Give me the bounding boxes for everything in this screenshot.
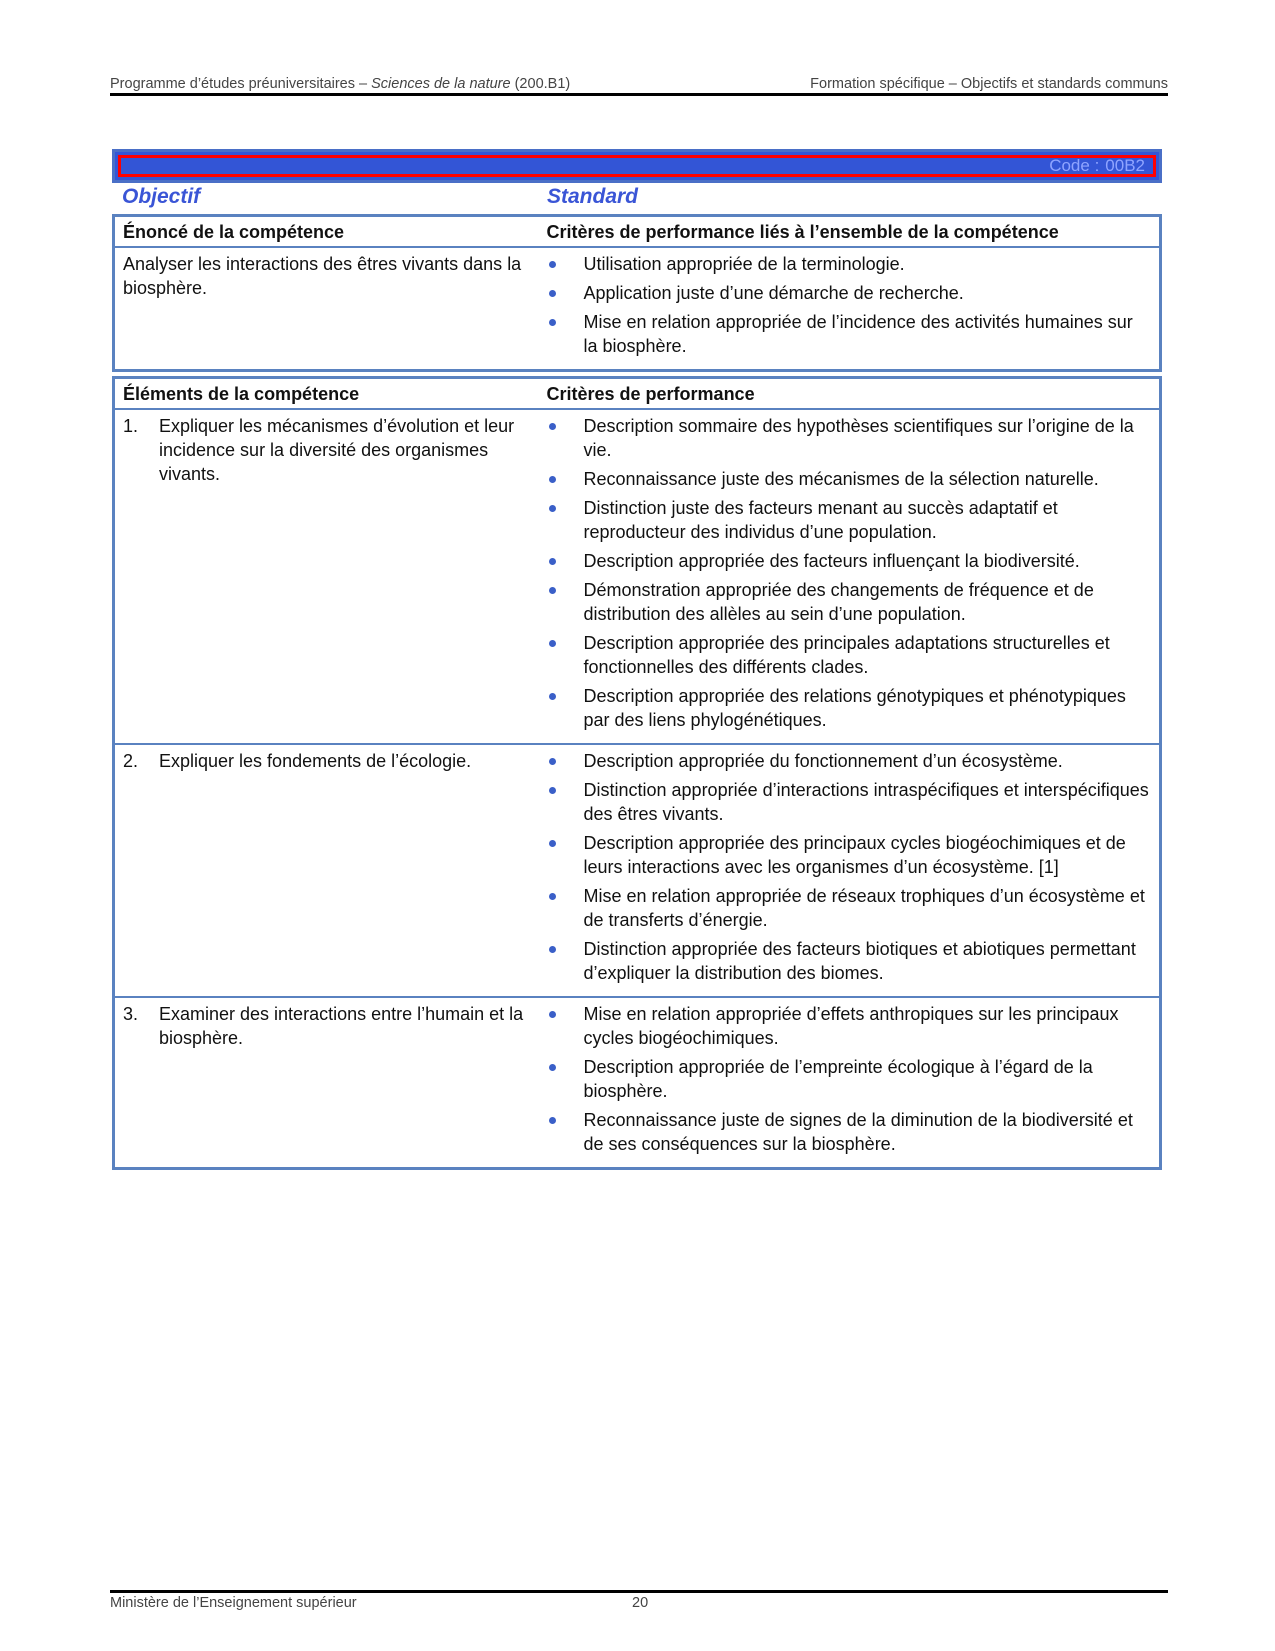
list-item: Utilisation appropriée de la terminologie. xyxy=(547,252,1152,276)
bullet-icon xyxy=(549,290,556,297)
bullet-icon xyxy=(549,505,556,512)
code-label: Code : xyxy=(1049,156,1100,175)
competence-statement: Analyser les interactions des êtres vivants dans la biosphère. xyxy=(123,254,522,298)
bullet-icon xyxy=(549,1064,556,1071)
list-item: Description appropriée des relations génotypiques et phénotypiques par des liens phylogénétiques. xyxy=(547,684,1152,732)
code-band-inner xyxy=(118,155,1156,177)
running-header xyxy=(110,74,1168,96)
bullet-icon xyxy=(549,319,556,326)
list-item: Application juste d’une démarche de recherche. xyxy=(547,281,1152,305)
bullet-icon xyxy=(549,1117,556,1124)
bullet-icon xyxy=(549,758,556,765)
table-row xyxy=(114,247,1161,371)
list-item: Description appropriée de l’empreinte écologique à l’égard de la biosphère. xyxy=(547,1055,1152,1103)
element-number: 1. xyxy=(123,416,139,436)
bullet-icon xyxy=(549,423,556,430)
criteria-list xyxy=(547,1002,1152,1156)
criteria-list xyxy=(547,749,1152,985)
bullet-icon xyxy=(549,840,556,847)
header-program-prefix: Programme d’études préuniversitaires – xyxy=(110,76,372,92)
list-item: Distinction juste des facteurs menant au succès adaptatif et reproducteur des individus d’une population. xyxy=(547,496,1152,544)
global-criteria-column-header: Critères de performance liés à l’ensemble de la compétence xyxy=(539,216,1161,248)
element-text: Expliquer les mécanismes d’évolution et leur incidence sur la diversité des organismes vivants. xyxy=(159,416,515,484)
list-item: Mise en relation appropriée de réseaux trophiques d’un écosystème et de transferts d’énergie. xyxy=(547,884,1152,932)
list-item: Description appropriée des principales adaptations structurelles et fonctionnelles des différents clades. xyxy=(547,631,1152,679)
header-section-title: Formation spécifique – Objectifs et standards communs xyxy=(810,76,1168,92)
list-item: Mise en relation appropriée d’effets anthropiques sur les principaux cycles biogéochimiques. xyxy=(547,1002,1152,1050)
element-text: Examiner des interactions entre l’humain et la biosphère. xyxy=(159,1004,524,1048)
bullet-icon xyxy=(549,558,556,565)
elements-column-header: Éléments de la compétence xyxy=(114,378,539,410)
list-item: Mise en relation appropriée de l’incidence des activités humaines sur la biosphère. xyxy=(547,310,1152,358)
header-program-suffix: (200.B1) xyxy=(510,76,571,92)
bullet-icon xyxy=(549,476,556,483)
list-item: Description appropriée du fonctionnement d’un écosystème. xyxy=(547,749,1152,773)
list-item: Description appropriée des principaux cycles biogéochimiques et de leurs interactions avec les organismes d’un écosystème. [1] xyxy=(547,831,1152,879)
bullet-icon xyxy=(549,893,556,900)
element-3 xyxy=(123,1002,531,1050)
header-program-italic: Sciences de la nature xyxy=(371,76,511,92)
list-item: Démonstration appropriée des changements de fréquence et de distribution des allèles au sein d’une population. xyxy=(547,578,1152,626)
standard-heading: Standard xyxy=(547,185,639,208)
list-item: Description sommaire des hypothèses scientifiques sur l’origine de la vie. xyxy=(547,414,1152,462)
list-item: Reconnaissance juste de signes de la diminution de la biodiversité et de ses conséquences sur la biosphère. xyxy=(547,1108,1152,1156)
global-criteria-cell xyxy=(539,247,1161,371)
bullet-icon xyxy=(549,787,556,794)
bullet-icon xyxy=(549,693,556,700)
table-header-row xyxy=(114,216,1161,248)
statement-column-header: Énoncé de la compétence xyxy=(114,216,539,248)
element-2 xyxy=(123,749,531,773)
element-text: Expliquer les fondements de l’écologie. xyxy=(159,751,472,771)
table-row xyxy=(114,997,1161,1169)
criteria-list xyxy=(547,252,1152,358)
bullet-icon xyxy=(549,1011,556,1018)
list-item: Distinction appropriée d’interactions intraspécifiques et interspécifiques des êtres vivants. xyxy=(547,778,1152,826)
header-program-title xyxy=(110,76,570,92)
table-row xyxy=(114,409,1161,744)
running-footer xyxy=(110,1590,1168,1611)
bullet-icon xyxy=(549,640,556,647)
element-number: 2. xyxy=(123,751,139,771)
table-header-row xyxy=(114,378,1161,410)
code-band xyxy=(112,149,1162,183)
footer-ministry: Ministère de l’Enseignement supérieur xyxy=(110,1595,357,1611)
criteria-column-header: Critères de performance xyxy=(539,378,1161,410)
bullet-icon xyxy=(549,946,556,953)
page-number: 20 xyxy=(632,1595,649,1611)
code-value: 00B2 xyxy=(1105,156,1145,175)
list-item: Description appropriée des facteurs influençant la biodiversité. xyxy=(547,549,1152,573)
bullet-icon xyxy=(549,261,556,268)
competence-statement-table xyxy=(112,214,1162,372)
objective-standard-headings xyxy=(122,185,1162,211)
list-item: Reconnaissance juste des mécanismes de la sélection naturelle. xyxy=(547,467,1152,491)
element-1 xyxy=(123,414,531,486)
competence-elements-table xyxy=(112,376,1162,1170)
objectif-heading: Objectif xyxy=(122,185,201,208)
bullet-icon xyxy=(549,587,556,594)
table-row xyxy=(114,744,1161,997)
list-item: Distinction appropriée des facteurs biotiques et abiotiques permettant d’expliquer la distribution des biomes. xyxy=(547,937,1152,985)
criteria-list xyxy=(547,414,1152,732)
element-number: 3. xyxy=(123,1004,139,1024)
